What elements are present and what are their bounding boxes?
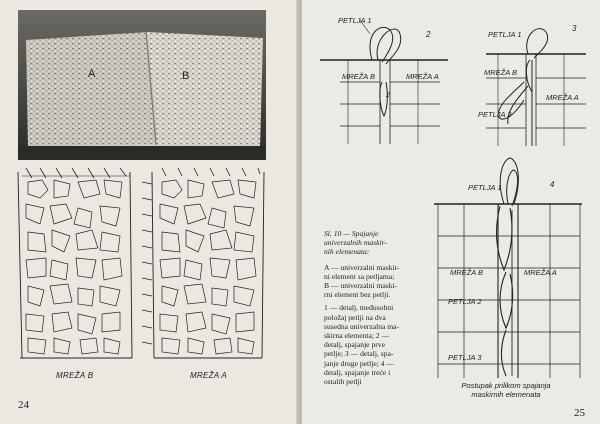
diagram-3-drawing: [468, 20, 588, 148]
caption-line-12: detalj, spajanje treće i: [324, 367, 391, 377]
d3-mreza-b-label: MREŽA B: [484, 68, 518, 77]
page-number-left: 24: [18, 399, 29, 411]
caption-line-6: položaj petlji na dva: [324, 312, 386, 322]
caption-line-7: susedna univerzalna ma-: [324, 321, 400, 331]
d2-mreza-b-label: MREŽA B: [342, 72, 376, 81]
d3-mreza-a-label: MREŽA A: [546, 93, 579, 102]
d2-mreza-a-label: MREŽA A: [406, 72, 439, 81]
d4-number: 4: [550, 180, 555, 189]
caption-line-2: ni element sa petljama;: [324, 271, 395, 281]
bottom-caption-line-1: Postupak prilikom spajanja: [461, 381, 551, 390]
caption-title-line-1: Sl. 10 — Spajanje: [324, 229, 379, 238]
d3-petlja1-label: PETLJA 1: [488, 30, 522, 39]
net-photo-image: [18, 10, 266, 160]
caption-line-8: skirna elementa; 2 —: [324, 331, 390, 341]
caption-line-1: A — univerzalni maskir-: [324, 262, 400, 272]
d4-petlja2-label: PETLJA 2: [448, 297, 482, 306]
d4-mreza-a-label: MREŽA A: [524, 268, 557, 277]
net-patterns-drawing: [12, 168, 274, 368]
bottom-caption-line-2: maskirnih elemenata: [471, 390, 541, 400]
net-a-label: MREŽA A: [190, 371, 228, 380]
d3-petlja2-label: PETLJA 2: [478, 110, 512, 119]
d2-number: 2: [426, 30, 431, 39]
d4-petlja1-label: PETLJA 1: [468, 183, 502, 192]
d2-small-2: 2: [386, 92, 390, 99]
diagram-4-drawing: [434, 150, 584, 380]
figure-caption: [324, 229, 424, 386]
d4-petlja3-label: PETLJA 3: [448, 353, 482, 362]
caption-line-13: ostalih petlji: [324, 377, 362, 387]
caption-line-3: B — univerzalni maski-: [324, 281, 398, 291]
camouflage-net-photo: [18, 10, 266, 160]
net-b-label: MREŽA B: [56, 371, 94, 380]
caption-line-10: petlje; 3 — detalj, spa-: [324, 349, 394, 359]
caption-title-line-3: nih elemenata:: [324, 247, 370, 257]
d4-mreza-b-label: MREŽA B: [450, 268, 484, 277]
d3-number: 3: [572, 24, 577, 33]
photo-label-b: B: [182, 70, 190, 82]
left-page: [0, 0, 298, 424]
d2-petlja1-label: PETLJA 1: [338, 16, 372, 25]
page-number-right: 25: [574, 407, 585, 419]
caption-title-line-2: univerzalnih maskir-: [324, 238, 387, 248]
right-page: [302, 0, 600, 424]
photo-label-a: A: [88, 68, 96, 80]
caption-line-11: janje druge petlje; 4 —: [324, 358, 395, 368]
caption-line-9: detalj, spajanje prve: [324, 340, 385, 350]
caption-line-5: 1 — detalj, međusobni: [324, 303, 394, 313]
bottom-caption: [426, 381, 586, 399]
caption-line-4: rni element bez petlji.: [324, 290, 391, 300]
